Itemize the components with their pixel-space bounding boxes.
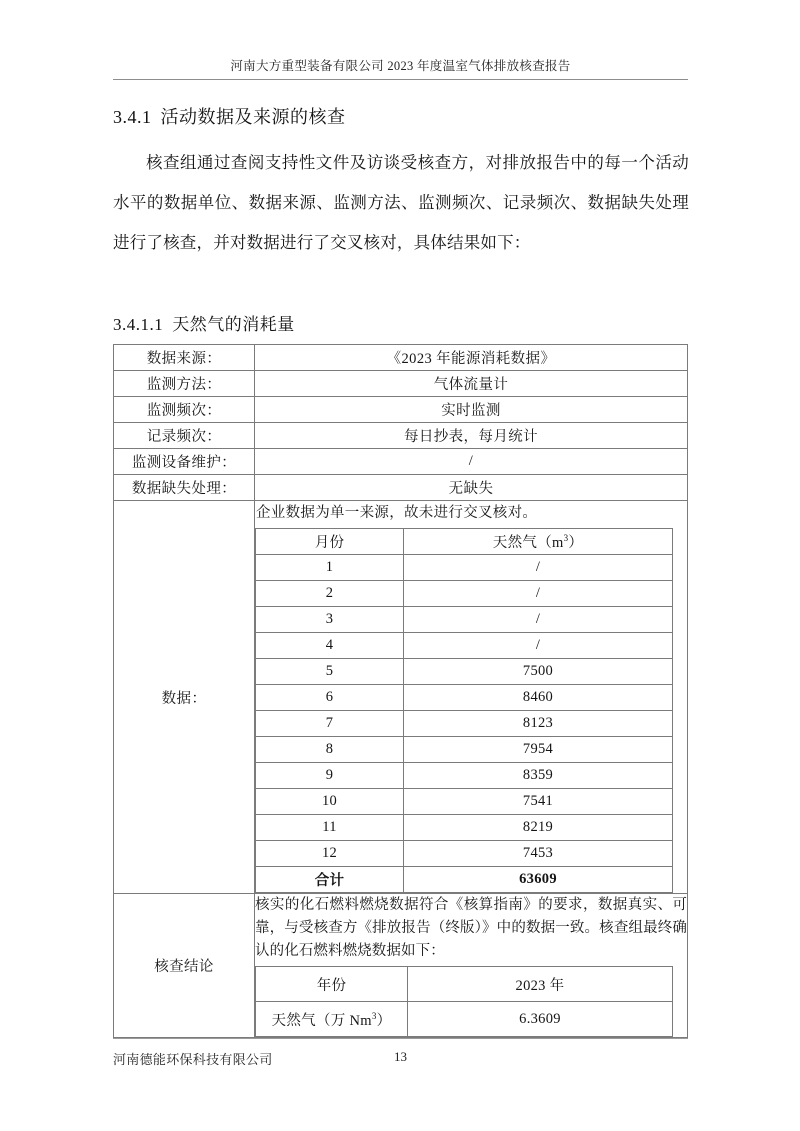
cell-gas: / [404,581,673,607]
data-note: 企业数据为单一来源，故未进行交叉核对。 [256,505,538,521]
section-heading [113,103,346,129]
row-label: 监测设备维护： [114,449,255,475]
column-header-gas [404,529,673,555]
superscript-3: 3 [563,533,569,544]
subsection-heading [113,310,295,335]
cell-month: 6 [256,685,404,711]
row-value: / [255,449,688,475]
cell-month: 3 [256,607,404,633]
gas-label-tail: ） [376,1012,392,1029]
column-header-gas-text: 天然气（m [492,535,564,551]
cell-gas: 8460 [404,685,673,711]
subsection-heading-text: 天然气的消耗量 [172,315,295,334]
cell-gas: 7453 [404,841,673,867]
column-header-gas-tail: ） [568,535,584,551]
cell-gas: 7541 [404,789,673,815]
body-paragraph: 核查组通过查阅支持性文件及访谈受核查方，对排放报告中的每一个活动水平的数据单位、数据来源、监测方法、监测频次、记录频次、数据缺失处理进行了核查，并对数据进行了交叉核对，具体结果如下： [113,153,689,252]
conclusion-body [255,894,688,1038]
conclusion-label: 核查结论 [114,894,255,1038]
section-heading-number: 3.4.1 [113,107,152,127]
cell-month: 5 [256,659,404,685]
cell-month: 11 [256,815,404,841]
cell-gas: 8359 [404,763,673,789]
table-row [114,397,688,423]
conclusion-text: 核实的化石燃料燃烧数据符合《核算指南》的要求，数据真实、可靠，与受核查方《排放报告（终版）》中的数据一致。核查组最终确认的化石燃料燃烧数据如下： [255,897,687,959]
table-row [256,789,673,815]
year-value: 2023 年 [408,967,673,1002]
year-label: 年份 [256,967,408,1002]
table-row [114,345,688,371]
monthly-consumption-table [255,528,673,893]
cell-month: 7 [256,711,404,737]
cell-gas: 8219 [404,815,673,841]
verification-table [113,344,688,1038]
cell-month: 8 [256,737,404,763]
cell-month: 10 [256,789,404,815]
table-row [256,967,673,1002]
cell-month: 4 [256,633,404,659]
table-row [114,449,688,475]
confirmed-data-table [255,966,673,1037]
header-divider [113,79,688,80]
gas-label-text: 天然气（万 Nm [271,1012,372,1029]
row-label: 数据缺失处理： [114,475,255,501]
section-heading-text: 活动数据及来源的核查 [160,107,346,127]
table-row [256,763,673,789]
running-header: 河南大方重型装备有限公司 2023 年度温室气体排放核查报告 [230,59,571,73]
subsection-heading-number: 3.4.1.1 [113,315,164,334]
superscript-3: 3 [371,1010,377,1021]
table-row [256,711,673,737]
cell-gas: / [404,607,673,633]
row-value: 《2023 年能源消耗数据》 [255,345,688,371]
table-row [256,581,673,607]
table-row [114,475,688,501]
row-value: 每日抄表，每月统计 [255,423,688,449]
row-label: 记录频次： [114,423,255,449]
page-number: 13 [394,1049,407,1064]
row-label: 数据来源： [114,345,255,371]
table-row [256,607,673,633]
table-row [256,841,673,867]
row-label: 监测频次： [114,397,255,423]
table-row [256,633,673,659]
table-row [256,737,673,763]
data-row-body [255,501,688,894]
cell-month: 1 [256,555,404,581]
footer-company: 河南德能环保科技有限公司 [113,1052,273,1067]
total-row [256,867,673,893]
table-row [256,659,673,685]
monthly-table-header [256,529,673,555]
table-row [256,1002,673,1037]
gas-label [256,1002,408,1037]
cell-month: 12 [256,841,404,867]
table-row [256,685,673,711]
table-row [114,371,688,397]
table-row [256,815,673,841]
row-value: 无缺失 [255,475,688,501]
footer-divider [113,1038,688,1039]
conclusion-row [114,894,688,1038]
gas-value: 6.3609 [408,1002,673,1037]
cell-gas: 7954 [404,737,673,763]
cell-gas: / [404,555,673,581]
cell-month: 9 [256,763,404,789]
table-row [114,423,688,449]
total-label: 合计 [256,867,404,893]
data-row-label: 数据： [114,501,255,894]
data-row [114,501,688,894]
row-value: 气体流量计 [255,371,688,397]
cell-gas: 8123 [404,711,673,737]
cell-gas: 7500 [404,659,673,685]
column-header-month: 月份 [256,529,404,555]
total-value: 63609 [404,867,673,893]
row-label: 监测方法： [114,371,255,397]
table-row [256,555,673,581]
row-value: 实时监测 [255,397,688,423]
cell-gas: / [404,633,673,659]
cell-month: 2 [256,581,404,607]
